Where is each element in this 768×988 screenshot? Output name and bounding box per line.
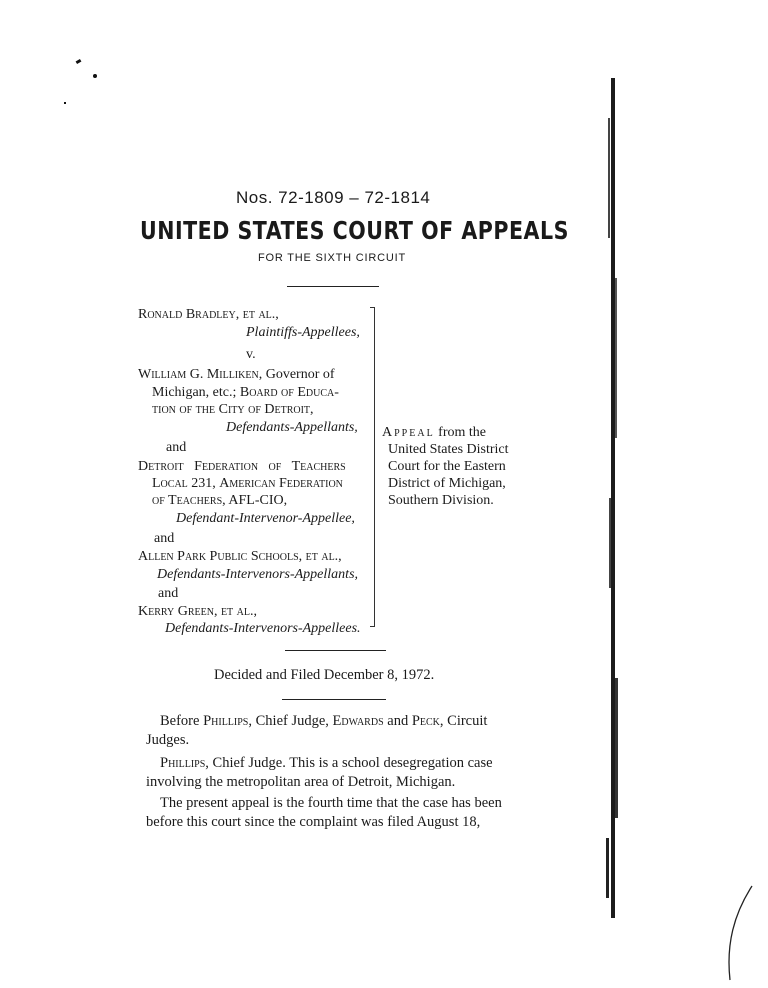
intervenor-aft: American Federation (219, 476, 343, 491)
conjunction-and-3: and (158, 586, 179, 601)
intervenor-aflcio: AFL-CIO, (228, 493, 288, 508)
party-plaintiffs-role: Plaintiffs-Appellees, (246, 325, 360, 340)
court-title: UNITED STATES COURT OF APPEALS (140, 216, 569, 245)
intervenor-teachers: of Teachers, (152, 493, 226, 508)
paragraph2-line2: before this court since the complaint was filed August 18, (146, 814, 481, 830)
conjunction-and-2: and (154, 531, 175, 546)
before-chief-judge: Chief Judge, (255, 713, 329, 729)
caption-divider (285, 650, 386, 651)
party-intervenor-role: Defendant-Intervenor-Appellee, (176, 511, 355, 526)
appeal-word: Appeal (382, 425, 435, 440)
scan-corner-curve (716, 884, 756, 984)
docket-numbers: Nos. 72-1809 – 72-1814 (236, 188, 431, 207)
paragraph2-line1: The present appeal is the fourth time that the case has been (160, 795, 502, 811)
judge-phillips: Phillips, (203, 713, 252, 729)
versus: v. (246, 347, 256, 362)
appeal-block (382, 424, 532, 509)
before-and: and (387, 713, 409, 729)
appeal-from: from the (438, 425, 486, 440)
circuit-subtitle: FOR THE SIXTH CIRCUIT (258, 252, 406, 264)
before-label: Before (160, 713, 200, 729)
decided-date: Decided and Filed December 8, 1972. (214, 667, 435, 683)
intervenor-local: Local 231, (152, 476, 216, 491)
appeal-line5: Southern Division. (388, 493, 494, 508)
party-allen-park-role: Defendants-Intervenors-Appellants, (157, 567, 359, 582)
header-divider (287, 286, 379, 287)
party-plaintiffs-name: Ronald Bradley, et al., (138, 307, 279, 322)
opinion-line1 (160, 754, 493, 772)
defendant-michigan: Michigan, etc.; (152, 385, 237, 400)
appeal-line1 (382, 424, 532, 441)
appeal-line2: United States District (388, 442, 509, 457)
scan-speck-2 (93, 74, 97, 78)
before-line2: Judges. (146, 732, 190, 748)
party-intervenor-line3 (152, 492, 287, 509)
party-defendants-line3: tion of the City of Detroit, (152, 402, 314, 417)
defendant-milliken: William G. Milliken, (138, 367, 263, 382)
scan-binding-edge (606, 78, 620, 918)
party-defendants-role: Defendants-Appellants, (226, 420, 358, 435)
conjunction-and-1: and (166, 440, 187, 455)
party-green-role: Defendants-Intervenors-Appellees. (165, 621, 361, 636)
defendant-milliken-title: Governor of (265, 367, 335, 382)
party-defendants-line1 (138, 366, 335, 383)
defendant-board: Board of Educa- (239, 385, 339, 400)
caption-bracket (370, 307, 375, 627)
scan-speck-1 (76, 59, 82, 64)
opinion-line2: involving the metropolitan area of Detroit, Michigan. (146, 774, 456, 790)
scan-speck-3 (64, 102, 66, 104)
party-green-name: Kerry Green, et al., (138, 604, 257, 619)
appeal-line4: District of Michigan, (388, 476, 506, 491)
party-intervenor-line2 (152, 475, 343, 492)
opinion-intro: Chief Judge. This is a school desegregation case (212, 755, 493, 771)
party-allen-park-name: Allen Park Public Schools, et al., (138, 549, 342, 564)
opinion-author: Phillips, (160, 755, 209, 771)
party-defendants-line2 (152, 384, 339, 401)
judge-peck: Peck, (411, 713, 444, 729)
decided-divider (282, 699, 386, 700)
before-line1 (160, 712, 487, 730)
before-circuit: Circuit (447, 713, 488, 729)
appeal-line3: Court for the Eastern (388, 459, 506, 474)
party-intervenor-line1: Detroit Federation of Teachers (138, 459, 346, 474)
judge-edwards: Edwards (332, 713, 384, 729)
